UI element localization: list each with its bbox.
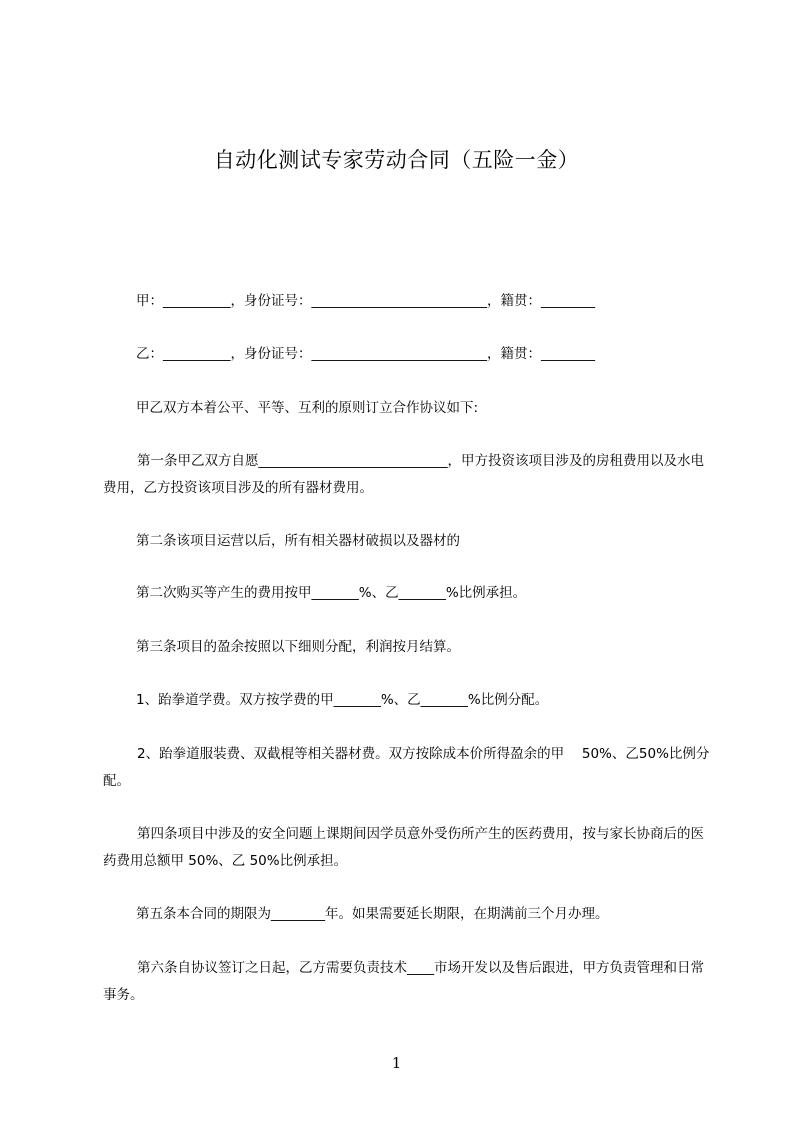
article-3: 第三条项目的盈余按照以下细则分配，利润按月结算。 bbox=[136, 639, 460, 655]
article-3-item-2: 2、跆拳道服装费、双截棍等相关器材费。双方按除成本价所得盈余的甲 50%、乙50%比例分配。 bbox=[103, 746, 710, 789]
article-2-line-1: 第二条该项目运营以后，所有相关器材破损以及器材的 bbox=[136, 533, 460, 549]
intro-paragraph: 甲乙双方本着公平、平等、互利的原则订立合作协议如下: bbox=[136, 400, 479, 416]
party-b-line: 乙：__________，身份证号：__________________________，籍贯：________ bbox=[136, 346, 595, 362]
article-6: 第六条自协议签订之日起，乙方需要负责技术____市场开发以及售后跟进，甲方负责管理和日常事务。 bbox=[103, 960, 704, 1003]
page-number: 1 bbox=[391, 1054, 402, 1072]
article-4: 第四条项目中涉及的安全问题上课期间因学员意外受伤所产生的医药费用，按与家长协商后的医药费用总额甲 50%、乙 50%比例承担。 bbox=[103, 826, 704, 869]
contract-title: 自动化测试专家劳动合同（五险一金） bbox=[213, 148, 580, 172]
article-3-item-1: 1、跆拳道学费。双方按学费的甲_______%、乙_______%比例分配。 bbox=[136, 692, 549, 708]
article-1: 第一条甲乙双方自愿____________________________，甲方投资该项目涉及的房租费用以及水电费用，乙方投资该项目涉及的所有器材费用。 bbox=[103, 453, 704, 496]
article-5: 第五条本合同的期限为________年。如果需要延长期限，在期满前三个月办理。 bbox=[136, 906, 609, 922]
party-a-line: 甲：__________，身份证号：__________________________，籍贯：________ bbox=[136, 293, 595, 309]
article-2-line-2: 第二次购买等产生的费用按甲_______%、乙_______%比例承担。 bbox=[136, 585, 527, 601]
